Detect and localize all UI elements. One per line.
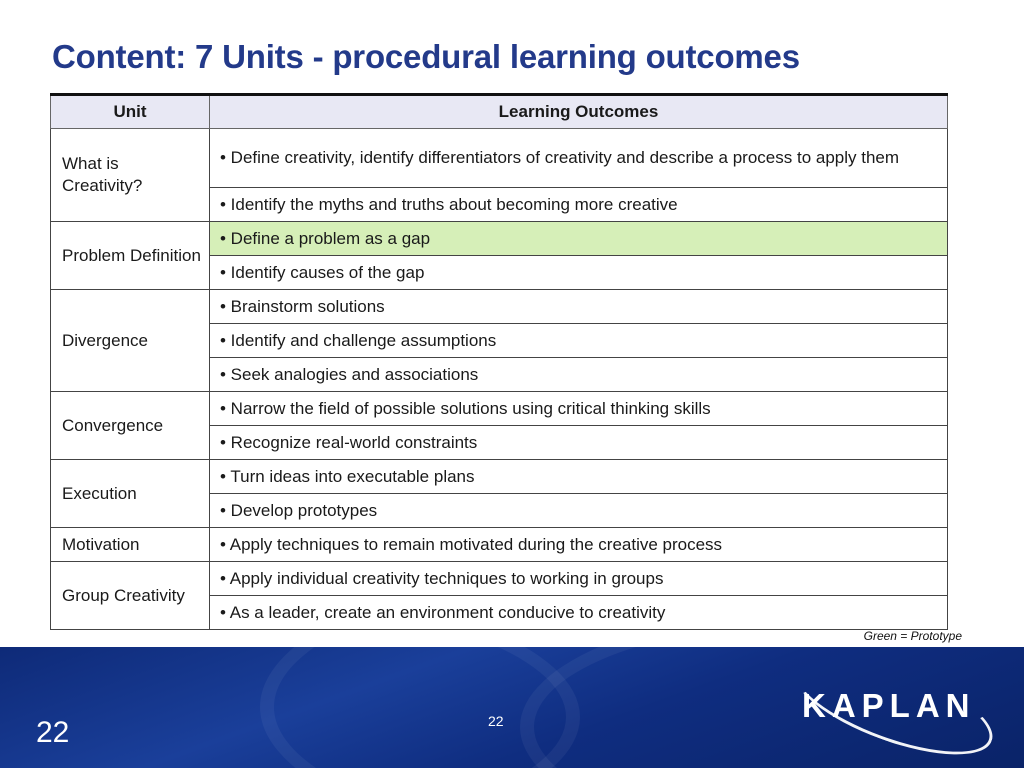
column-header-learning-outcomes: Learning Outcomes <box>210 95 948 129</box>
outcome-cell <box>210 460 948 494</box>
unit-cell: Motivation <box>51 528 210 562</box>
outcome-cell <box>210 494 948 528</box>
page-number-center: 22 <box>488 713 504 729</box>
outcome-cell <box>210 290 948 324</box>
table-row <box>51 460 948 494</box>
outcome-cell <box>210 596 948 630</box>
outcome-text: • Develop prototypes <box>220 500 378 520</box>
outcome-cell <box>210 426 948 460</box>
outcome-text: • Recognize real-world constraints <box>220 432 478 452</box>
kaplan-logo <box>788 677 998 739</box>
table-header-row <box>51 95 948 129</box>
unit-cell: Divergence <box>51 290 210 392</box>
outcome-text: • Define creativity, identify differentiators of creativity and describe a process to apply them <box>220 148 900 167</box>
outcome-cell <box>210 392 948 426</box>
outcome-text: • Seek analogies and associations <box>220 364 479 384</box>
outcome-text: • Turn ideas into executable plans <box>220 466 475 486</box>
outcome-cell <box>210 324 948 358</box>
unit-cell: Execution <box>51 460 210 528</box>
outcome-text: • As a leader, create an environment conducive to creativity <box>220 602 666 622</box>
unit-cell: What is Creativity? <box>51 129 210 222</box>
column-header-unit: Unit <box>51 95 210 129</box>
table-row <box>51 392 948 426</box>
table-row <box>51 562 948 596</box>
slide-title: Content: 7 Units - procedural learning outcomes <box>52 38 800 75</box>
outcome-cell <box>210 129 948 188</box>
table-row <box>51 528 948 562</box>
unit-cell: Convergence <box>51 392 210 460</box>
outcome-text: • Apply individual creativity techniques to working in groups <box>220 568 664 588</box>
unit-cell: Problem Definition <box>51 222 210 290</box>
outcome-text: • Identify the myths and truths about becoming more creative <box>220 194 678 214</box>
unit-cell: Group Creativity <box>51 562 210 630</box>
table-row <box>51 290 948 324</box>
outcome-text: • Narrow the field of possible solutions using critical thinking skills <box>220 398 711 418</box>
outcome-cell <box>210 562 948 596</box>
page-number: 22 <box>36 716 70 749</box>
outcome-cell <box>210 188 948 222</box>
outcome-cell <box>210 256 948 290</box>
outcome-text: • Apply techniques to remain motivated during the creative process <box>220 534 723 554</box>
learning-outcomes-table <box>50 93 948 630</box>
outcome-text: • Identify and challenge assumptions <box>220 330 497 350</box>
outcome-text: • Identify causes of the gap <box>220 262 425 282</box>
table-row <box>51 129 948 188</box>
outcome-cell <box>210 528 948 562</box>
prototype-legend-note: Green = Prototype <box>863 629 962 643</box>
outcome-cell <box>210 358 948 392</box>
outcome-cell-prototype <box>210 222 948 256</box>
outcome-text: • Brainstorm solutions <box>220 296 385 316</box>
logo-wordmark: KAPLAN <box>802 687 976 724</box>
footer-banner <box>0 647 1024 768</box>
table-row <box>51 222 948 256</box>
outcome-text: • Define a problem as a gap <box>220 228 431 248</box>
